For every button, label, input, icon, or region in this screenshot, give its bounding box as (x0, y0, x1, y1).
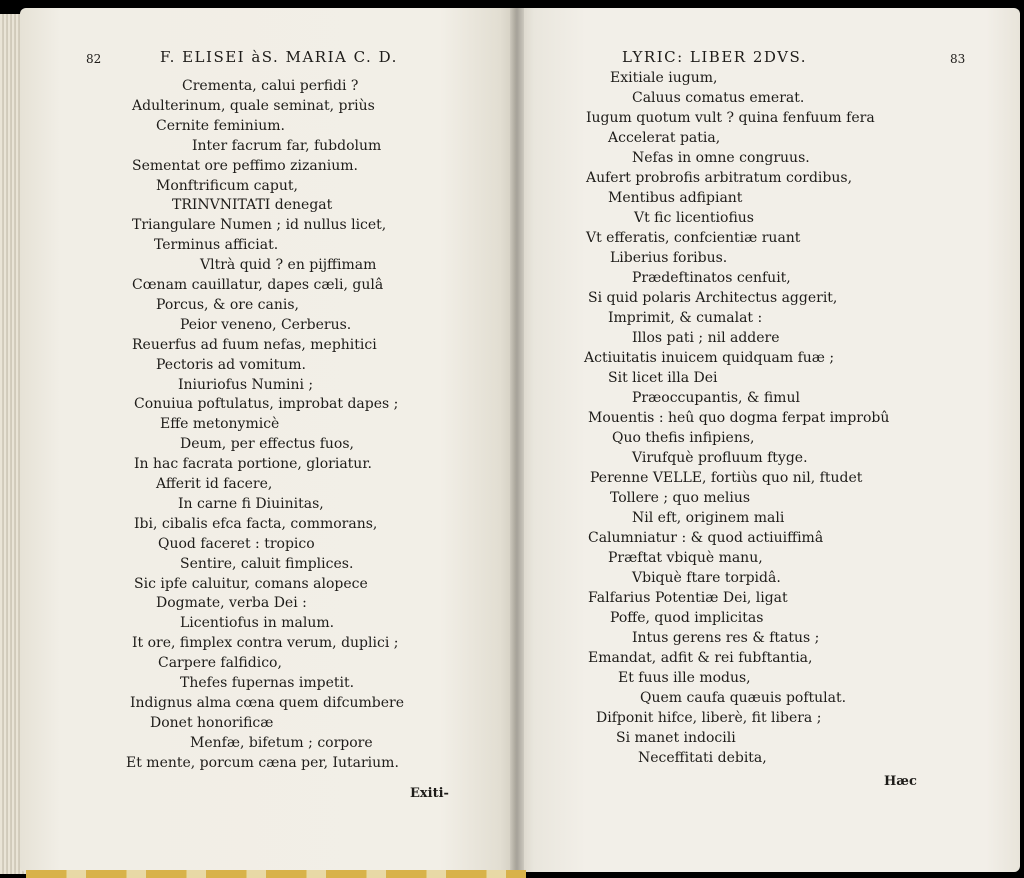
verse-line: Nil eft, originem mali (632, 510, 785, 526)
catchword: Exiti- (410, 786, 449, 801)
verse-line: Afferit id facere, (156, 476, 273, 492)
verse-line: Cernite feminium. (156, 117, 286, 134)
verse-line: Sentire, caluit fimplices. (180, 555, 354, 572)
verse-line: Vt efferatis, confcientiæ ruant (586, 230, 801, 246)
verse-line: Si manet indocili (616, 730, 736, 746)
verse-line: Accelerat patia, (608, 130, 721, 146)
verse-line: TRINVNITATI denegat (172, 197, 333, 214)
verse-line: Conuiua poftulatus, improbat dapes ; (134, 396, 399, 413)
verse-line: Difponit hifce, liberè, fit libera ; (596, 710, 822, 726)
verse-line: Illos pati ; nil addere (632, 330, 780, 346)
verse-line: Et fuus ille modus, (618, 670, 751, 686)
verse-line: Mentibus adfipiant (608, 190, 743, 206)
verse-line: Carpere falfidico, (158, 655, 282, 672)
verse-line: Sit licet illa Dei (608, 370, 718, 386)
running-head: F. ELISEI àS. MARIA C. D. (160, 48, 398, 66)
verse-line: Liberius foribus. (610, 250, 728, 266)
verse-line: Neceffitati debita, (638, 750, 767, 766)
verse-line: Exitiale iugum, (610, 70, 718, 86)
verse-line: Triangulare Numen ; id nullus licet, (132, 217, 387, 234)
verse-line: Quo thefis infipiens, (612, 430, 755, 446)
verse-line: Nefas in omne congruus. (632, 150, 810, 166)
verse-line: Emandat, adfit & rei fubftantia, (588, 650, 813, 666)
verse-line: Falfarius Potentiæ Dei, ligat (588, 590, 788, 606)
verse-line: Quod faceret : tropico (158, 535, 315, 552)
verse-line: Iniuriofus Numini ; (178, 376, 314, 393)
verse-line: Effe metonymicè (160, 416, 280, 433)
verse-line: Actiuitatis inuicem quidquam fuæ ; (584, 350, 835, 366)
verse-line: Vltrà quid ? en pijffimam (200, 257, 377, 274)
verse-line: Porcus, & ore canis, (156, 296, 300, 313)
page-number: 83 (950, 52, 966, 66)
verse-line: Monftrificum caput, (156, 177, 298, 194)
gutter (510, 8, 524, 872)
verse-line: Donet honorificæ (150, 714, 274, 731)
verse-line: In hac facrata portione, gloriatur. (134, 456, 372, 473)
verse-line: Præftat vbiquè manu, (608, 550, 763, 566)
catchword: Hæc (884, 774, 917, 789)
right-page (516, 8, 1020, 872)
verse-line: Tollere ; quo melius (610, 490, 751, 506)
verse-line: Caluus comatus emerat. (632, 90, 805, 106)
page-number: 82 (86, 52, 102, 66)
verse-line: Dogmate, verba Dei : (156, 595, 307, 612)
verse-line: Vt fic licentiofius (634, 210, 754, 226)
verse-line: Sementat ore peffimo zizanium. (132, 157, 358, 174)
verse-line: Vbiquè ftare torpidâ. (632, 570, 781, 586)
verse-line: Cœnam cauillatur, dapes cæli, gulâ (132, 277, 384, 293)
verse-line: Et mente, porcum cæna per, Iutarium. (126, 754, 399, 771)
verse-line: Sic ipfe caluitur, comans alopece (134, 575, 368, 592)
verse-line: In carne fi Diuinitas, (178, 495, 324, 512)
verse-line: Prædeftinatos cenfuit, (632, 270, 791, 286)
verse-line: Si quid polaris Architectus aggerit, (588, 290, 838, 306)
verse-line: Quem caufa quæuis poftulat. (640, 690, 847, 706)
verse-line: Iugum quotum vult ? quina fenfuum fera (586, 110, 875, 126)
verse-line: Terminus afficiat. (154, 237, 279, 254)
verse-line: Indignus alma cœna quem difcumbere (130, 694, 404, 711)
verse-line: Calumniatur : & quod actiuiffimâ (588, 530, 824, 546)
verse-line: Menfæ, bifetum ; corpore (190, 734, 373, 751)
verse-line: Thefes fupernas impetit. (180, 675, 355, 691)
verse-line: Poffe, quod implicitas (610, 610, 764, 626)
left-page (20, 8, 518, 872)
bottom-strip (26, 870, 526, 878)
verse-line: Crementa, calui perfidi ? (182, 78, 359, 94)
running-head: LYRIC: LIBER 2DVS. (622, 48, 807, 66)
verse-line: Adulterinum, quale seminat, priùs (132, 97, 375, 114)
verse-line: Intus gerens res & ftatus ; (632, 630, 820, 646)
verse-line: Ibi, cibalis efca facta, commorans, (134, 515, 378, 532)
verse-line: Peior veneno, Cerberus. (180, 316, 352, 333)
verse-line: Perenne VELLE, fortiùs quo nil, ftudet (590, 470, 863, 486)
verse-line: Reuerfus ad fuum nefas, mephitici (132, 336, 377, 353)
verse-line: Licentiofus in malum. (180, 615, 335, 632)
verse-line: Aufert probrofis arbitratum cordibus, (586, 170, 853, 186)
verse-line: Virufquè profluum ftyge. (632, 450, 808, 466)
verse-line: Pectoris ad vomitum. (156, 356, 306, 373)
verse-line: Inter facrum far, fubdolum (192, 137, 382, 154)
verse-line: Deum, per effectus fuos, (180, 436, 354, 453)
verse-line: Mouentis : heû quo dogma ferpat improbû (588, 410, 890, 426)
verse-line: It ore, fimplex contra verum, duplici ; (132, 635, 399, 652)
verse-line: Præoccupantis, & fimul (632, 390, 800, 406)
verse-line: Imprimit, & cumalat : (608, 310, 763, 326)
